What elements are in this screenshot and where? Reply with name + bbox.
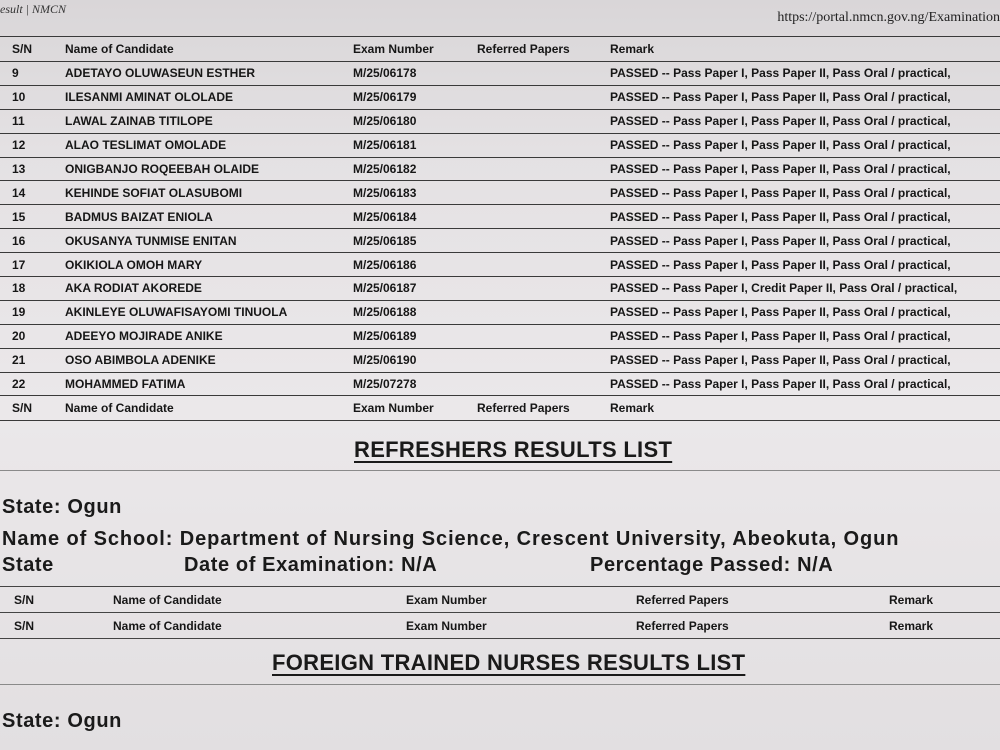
cell-remark: PASSED -- Pass Paper I, Pass Paper II, Pass Oral / practical, [610,229,1000,253]
cell-candidate-name: MOHAMMED FATIMA [65,372,353,396]
cell-remark: PASSED -- Pass Paper I, Pass Paper II, Pass Oral / practical, [610,157,1000,181]
cell-referred-papers [477,62,610,86]
refreshers-table [0,586,1000,639]
refreshers-header-remark: Remark [889,593,934,607]
section-divider [0,470,1000,471]
refreshers-header-sn: S/N [14,593,35,607]
cell-candidate-name: BADMUS BAIZAT ENIOLA [65,205,353,229]
cell-exam-number: M/25/06180 [353,109,477,133]
results-table [0,36,1000,421]
table-row [0,348,1000,372]
table-row [0,109,1000,133]
cell-sn: 19 [0,300,65,324]
cell-exam-number: M/25/06185 [353,229,477,253]
footer-exam-number: Exam Number [353,396,477,421]
cell-referred-papers [477,109,610,133]
table-row [0,324,1000,348]
refreshers-school-cont: State [2,554,54,576]
cell-sn: 9 [0,62,65,86]
cell-remark: PASSED -- Pass Paper I, Pass Paper II, Pass Oral / practical, [610,300,1000,324]
cell-candidate-name: LAWAL ZAINAB TITILOPE [65,109,353,133]
cell-exam-number: M/25/06178 [353,62,477,86]
cell-candidate-name: OKUSANYA TUNMISE ENITAN [65,229,353,253]
cell-remark: PASSED -- Pass Paper I, Pass Paper II, Pass Oral / practical, [610,253,1000,277]
cell-sn: 22 [0,372,65,396]
cell-referred-papers [477,229,610,253]
table-row [0,133,1000,157]
section-divider [0,684,1000,685]
cell-remark: PASSED -- Pass Paper I, Pass Paper II, Pass Oral / practical, [610,181,1000,205]
cell-candidate-name: ILESANMI AMINAT OLOLADE [65,85,353,109]
header-name: Name of Candidate [65,37,353,62]
foreign-title: FOREIGN TRAINED NURSES RESULTS LIST [272,650,746,675]
table-row [0,157,1000,181]
refreshers-state [2,496,122,519]
cell-exam-number: M/25/06184 [353,205,477,229]
cell-sn: 20 [0,324,65,348]
cell-remark: PASSED -- Pass Paper I, Credit Paper II, Pass Oral / practical, [610,277,1000,301]
cell-candidate-name: ADETAYO OLUWASEUN ESTHER [65,62,353,86]
cell-candidate-name: ADEEYO MOJIRADE ANIKE [65,324,353,348]
table-row [0,62,1000,86]
cell-referred-papers [477,133,610,157]
exam-date-label: Date of Examination: [184,554,395,576]
table-row [0,253,1000,277]
cell-candidate-name: AKINLEYE OLUWAFISAYOMI TINUOLA [65,300,353,324]
refreshers-header-row [0,587,1000,612]
cell-referred-papers [477,348,610,372]
table-row [0,181,1000,205]
refreshers-header-name: Name of Candidate [113,593,222,607]
cell-remark: PASSED -- Pass Paper I, Pass Paper II, Pass Oral / practical, [610,85,1000,109]
cell-referred-papers [477,205,610,229]
table-footer-row [0,396,1000,421]
cell-exam-number: M/25/06189 [353,324,477,348]
table-row [0,277,1000,301]
cell-candidate-name: ALAO TESLIMAT OMOLADE [65,133,353,157]
cell-exam-number: M/25/06188 [353,300,477,324]
state-value: Ogun [67,496,122,518]
footer-name: Name of Candidate [65,396,353,421]
page-header-left: esult | NMCN [0,2,66,16]
cell-sn: 10 [0,85,65,109]
cell-exam-number: M/25/06190 [353,348,477,372]
percentage-label: Percentage Passed: [590,554,791,576]
state-label: State: [2,710,62,732]
cell-referred-papers [477,157,610,181]
cell-referred-papers [477,300,610,324]
cell-remark: PASSED -- Pass Paper I, Pass Paper II, Pass Oral / practical, [610,205,1000,229]
state-label: State: [2,496,62,518]
refreshers-percentage [590,554,833,577]
cell-referred-papers [477,324,610,348]
cell-sn: 11 [0,109,65,133]
cell-exam-number: M/25/07278 [353,372,477,396]
refreshers-footer-remark: Remark [889,619,934,633]
footer-remark: Remark [610,396,1000,421]
cell-referred-papers [477,181,610,205]
cell-exam-number: M/25/06179 [353,85,477,109]
cell-remark: PASSED -- Pass Paper I, Pass Paper II, Pass Oral / practical, [610,109,1000,133]
school-label: Name of School: [2,528,174,550]
cell-exam-number: M/25/06181 [353,133,477,157]
cell-sn: 14 [0,181,65,205]
cell-exam-number: M/25/06183 [353,181,477,205]
table-row [0,300,1000,324]
cell-exam-number: M/25/06187 [353,277,477,301]
cell-remark: PASSED -- Pass Paper I, Pass Paper II, Pass Oral / practical, [610,133,1000,157]
cell-candidate-name: ONIGBANJO ROQEEBAH OLAIDE [65,157,353,181]
cell-candidate-name: KEHINDE SOFIAT OLASUBOMI [65,181,353,205]
cell-sn: 18 [0,277,65,301]
page-url: https://portal.nmcn.gov.ng/Examination [777,10,1000,25]
header-sn: S/N [0,37,65,62]
cell-sn: 17 [0,253,65,277]
refreshers-header-exam-number: Exam Number [406,593,487,607]
cell-sn: 15 [0,205,65,229]
refreshers-footer-row [0,612,1000,638]
table-row [0,372,1000,396]
refreshers-exam-date [184,554,437,577]
cell-remark: PASSED -- Pass Paper I, Pass Paper II, Pass Oral / practical, [610,348,1000,372]
cell-sn: 13 [0,157,65,181]
table-row [0,229,1000,253]
header-referred-papers: Referred Papers [477,37,610,62]
cell-exam-number: M/25/06182 [353,157,477,181]
cell-referred-papers [477,372,610,396]
school-value: Department of Nursing Science, Crescent University, Abeokuta, Ogun [179,528,900,550]
cell-remark: PASSED -- Pass Paper I, Pass Paper II, Pass Oral / practical, [610,62,1000,86]
footer-sn: S/N [0,396,65,421]
refreshers-footer-sn: S/N [14,619,35,633]
state-value: Ogun [67,710,122,732]
cell-sn: 16 [0,229,65,253]
cell-referred-papers [477,253,610,277]
cell-sn: 21 [0,348,65,372]
refreshers-footer-name: Name of Candidate [113,619,222,633]
header-remark: Remark [610,37,1000,62]
percentage-value: N/A [797,554,834,576]
cell-candidate-name: AKA RODIAT AKOREDE [65,277,353,301]
exam-date-value: N/A [401,554,438,576]
refreshers-footer-referred-papers: Referred Papers [636,619,729,633]
refreshers-school [2,528,899,551]
footer-referred-papers: Referred Papers [477,396,610,421]
header-exam-number: Exam Number [353,37,477,62]
cell-remark: PASSED -- Pass Paper I, Pass Paper II, Pass Oral / practical, [610,372,1000,396]
refreshers-title: REFRESHERS RESULTS LIST [354,437,673,462]
refreshers-footer-exam-number: Exam Number [406,619,487,633]
foreign-state [2,710,122,733]
cell-candidate-name: OKIKIOLA OMOH MARY [65,253,353,277]
cell-candidate-name: OSO ABIMBOLA ADENIKE [65,348,353,372]
table-row [0,205,1000,229]
table-header-row [0,37,1000,62]
cell-sn: 12 [0,133,65,157]
cell-remark: PASSED -- Pass Paper I, Pass Paper II, Pass Oral / practical, [610,324,1000,348]
cell-referred-papers [477,85,610,109]
cell-referred-papers [477,277,610,301]
refreshers-header-referred-papers: Referred Papers [636,593,729,607]
cell-exam-number: M/25/06186 [353,253,477,277]
table-row [0,85,1000,109]
